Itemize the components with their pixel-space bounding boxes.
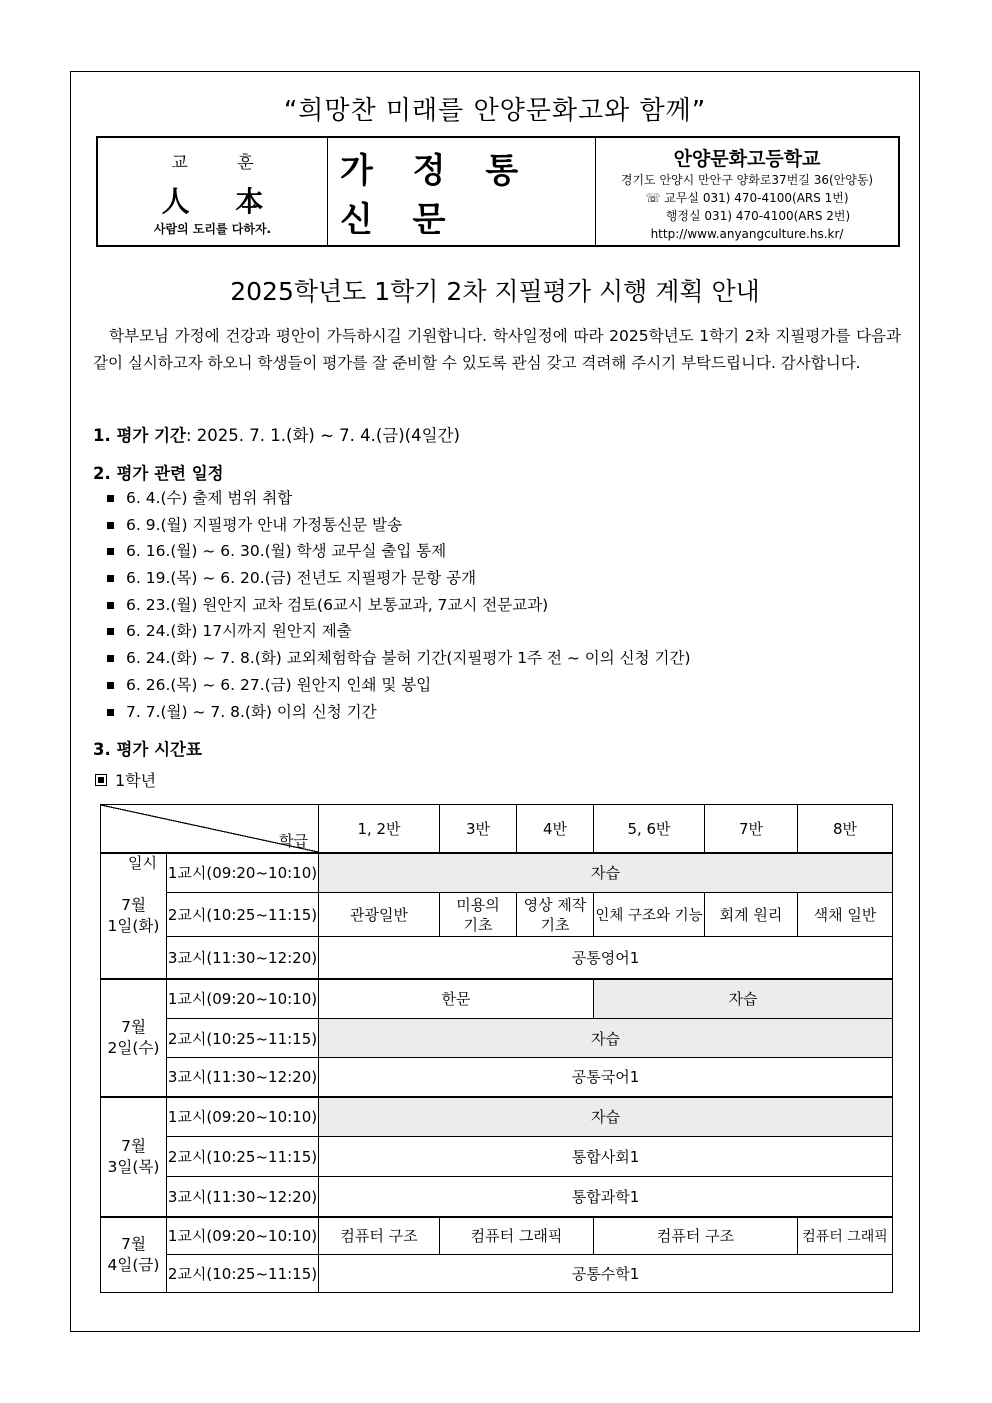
date-cell — [101, 1217, 167, 1293]
period-cell: 2교시(10:25~11:15) — [167, 1137, 319, 1177]
class-header: 7반 — [705, 805, 798, 853]
subject-cell: 컴퓨터 그래픽 — [798, 1217, 893, 1255]
date-month: 7월 — [121, 1017, 146, 1036]
square-bullet-icon — [107, 628, 114, 635]
schedule-item-text: 7. 7.(월) ~ 7. 8.(화) 이의 신청 기간 — [126, 702, 377, 721]
date-day: 2일(수) — [107, 1038, 160, 1057]
list-item — [93, 645, 691, 672]
kyohun-box — [98, 138, 328, 245]
document-title: 2025학년도 1학기 2차 지필평가 시행 계획 안내 — [230, 277, 760, 306]
subject-cell: 통합과학1 — [319, 1177, 893, 1217]
subject-cell: 컴퓨터 구조 — [594, 1217, 798, 1255]
table-row — [101, 937, 893, 979]
schedule-item-text: 6. 16.(월) ~ 6. 30.(월) 학생 교무실 출입 통제 — [126, 542, 447, 561]
school-motto: “희망찬 미래를 안양문화고와 함께” — [283, 96, 707, 126]
list-item — [93, 618, 691, 645]
date-day: 3일(목) — [107, 1157, 160, 1176]
schedule-item-text: 6. 24.(화) ~ 7. 8.(화) 교외체험학습 불허 기간(지필평가 1주 전 ~ 이의 신청 기간) — [126, 649, 691, 668]
date-day: 1일(화) — [107, 916, 160, 935]
section-period-value: : 2025. 7. 1.(화) ~ 7. 4.(금)(4일간) — [186, 426, 460, 445]
period-cell: 2교시(10:25~11:15) — [167, 1019, 319, 1058]
period-cell: 1교시(09:20~10:10) — [167, 979, 319, 1019]
kyohun-label: 교 훈 — [171, 153, 276, 173]
table-row — [101, 1217, 893, 1255]
subject-cell: 공통국어1 — [319, 1058, 893, 1097]
list-item — [93, 592, 691, 619]
newsletter-frame — [70, 71, 920, 1332]
period-cell: 2교시(10:25~11:15) — [167, 893, 319, 937]
section-timetable-heading — [93, 736, 202, 760]
corner-date-label: 일시 — [128, 854, 157, 873]
list-item — [93, 672, 691, 699]
subject-cell: 색채 일반 — [798, 893, 893, 937]
square-bullet-icon — [107, 655, 114, 662]
square-bullet-icon — [107, 602, 114, 609]
period-cell: 2교시(10:25~11:15) — [167, 1255, 319, 1293]
date-month: 7월 — [121, 1234, 146, 1253]
list-item — [93, 485, 691, 512]
date-cell — [101, 979, 167, 1097]
corner-class-label: 학급 — [279, 832, 308, 851]
square-bullet-icon — [107, 682, 114, 689]
school-url-link[interactable]: http://www.anyangculture.hs.kr/ — [650, 227, 844, 241]
letterhead — [96, 136, 900, 247]
corner-cell — [101, 805, 319, 873]
period-cell: 1교시(09:20~10:10) — [167, 1097, 319, 1137]
subject-cell: 컴퓨터 그래픽 — [440, 1217, 594, 1255]
checkbox-square-icon — [95, 774, 107, 786]
class-header: 1, 2반 — [319, 805, 440, 853]
table-row — [101, 979, 893, 1019]
period-cell: 3교시(11:30~12:20) — [167, 1177, 319, 1217]
schedule-list — [93, 485, 691, 725]
list-item — [93, 512, 691, 539]
subject-cell: 공통영어1 — [319, 937, 893, 979]
class-header: 4반 — [517, 805, 594, 853]
section-schedule-heading — [93, 460, 224, 484]
school-name: 안양문화고등학교 — [673, 148, 821, 170]
table-row — [101, 1019, 893, 1058]
subject-cell: 인체 구조와 기능 — [594, 893, 705, 937]
table-row — [101, 1058, 893, 1097]
school-phone-admin: 행정실 031) 470-4100(ARS 2번) — [665, 209, 851, 223]
section-schedule-label: 2. 평가 관련 일정 — [93, 464, 224, 483]
subject-cell: 한문 — [319, 979, 594, 1019]
table-row — [101, 893, 893, 937]
subject-cell: 자습 — [319, 1097, 893, 1137]
table-row — [101, 1177, 893, 1217]
subject-cell: 미용의 기초 — [440, 893, 517, 937]
subject-cell: 자습 — [319, 853, 893, 893]
subject-cell: 통합사회1 — [319, 1137, 893, 1177]
section-timetable-label: 3. 평가 시간표 — [93, 740, 202, 759]
table-header-row — [101, 805, 893, 853]
class-header: 8반 — [798, 805, 893, 853]
grade-text: 1학년 — [115, 771, 157, 790]
square-bullet-icon — [107, 709, 114, 716]
square-bullet-icon — [107, 548, 114, 555]
intro-paragraph: 학부모님 가정에 건강과 평안이 가득하시길 기원합니다. 학사일정에 따라 2025학년도 1학기 2차 지필평가를 다음과 같이 실시하고자 하오니 학생들이 평가를 잘 준비할 수 있도록 관심 갖고 격려해 주시기 부탁드립니다. 감사합니다. — [93, 327, 901, 372]
subject-cell: 공통수학1 — [319, 1255, 893, 1293]
kyohun-subtitle: 사람의 도리를 다하자. — [153, 222, 272, 236]
date-cell — [101, 1097, 167, 1217]
table-row — [101, 1255, 893, 1293]
square-bullet-icon — [107, 522, 114, 529]
subject-cell: 영상 제작 기초 — [517, 893, 594, 937]
period-cell: 3교시(11:30~12:20) — [167, 1058, 319, 1097]
table-row — [101, 1097, 893, 1137]
date-month: 7월 — [121, 895, 146, 914]
table-row — [101, 853, 893, 893]
class-header: 5, 6반 — [594, 805, 705, 853]
schedule-item-text: 6. 9.(월) 지필평가 안내 가정통신문 발송 — [126, 515, 402, 534]
date-day: 4일(금) — [107, 1255, 160, 1274]
subject-cell: 자습 — [594, 979, 893, 1019]
class-header: 3반 — [440, 805, 517, 853]
subject-cell: 관광일반 — [319, 893, 440, 937]
section-period — [93, 422, 460, 446]
schedule-item-text: 6. 23.(월) 원안지 교차 검토(6교시 보통교과, 7교시 전문교과) — [126, 595, 549, 614]
square-bullet-icon — [107, 495, 114, 502]
school-address: 경기도 안양시 만안구 양화로37번길 36(안양동) — [620, 173, 874, 187]
table-row — [101, 1137, 893, 1177]
school-phone-office: ☏ 교무실 031) 470-4100(ARS 1번) — [645, 191, 849, 205]
newsletter-heading: 가 정 통 신 문 — [328, 138, 596, 245]
section-period-label: 1. 평가 기간 — [93, 426, 186, 445]
school-info — [596, 138, 898, 245]
schedule-item-text: 6. 26.(목) ~ 6. 27.(금) 원안지 인쇄 및 봉입 — [126, 675, 432, 694]
kyohun-text: 人 本 — [161, 185, 282, 218]
exam-timetable — [100, 804, 893, 1293]
period-cell: 3교시(11:30~12:20) — [167, 937, 319, 979]
schedule-item-text: 6. 19.(목) ~ 6. 20.(금) 전년도 지필평가 문항 공개 — [126, 569, 477, 588]
list-item — [93, 699, 691, 726]
schedule-item-text: 6. 4.(수) 출제 범위 취합 — [126, 489, 293, 507]
date-month: 7월 — [121, 1136, 146, 1155]
period-cell: 1교시(09:20~10:10) — [167, 1217, 319, 1255]
period-cell: 1교시(09:20~10:10) — [167, 853, 319, 893]
subject-cell: 자습 — [319, 1019, 893, 1058]
subject-cell: 컴퓨터 구조 — [319, 1217, 440, 1255]
square-bullet-icon — [107, 575, 114, 582]
grade-label — [95, 768, 156, 791]
list-item — [93, 538, 691, 565]
schedule-item-text: 6. 24.(화) 17시까지 원안지 제출 — [126, 622, 352, 641]
subject-cell: 회계 원리 — [705, 893, 798, 937]
list-item — [93, 565, 691, 592]
